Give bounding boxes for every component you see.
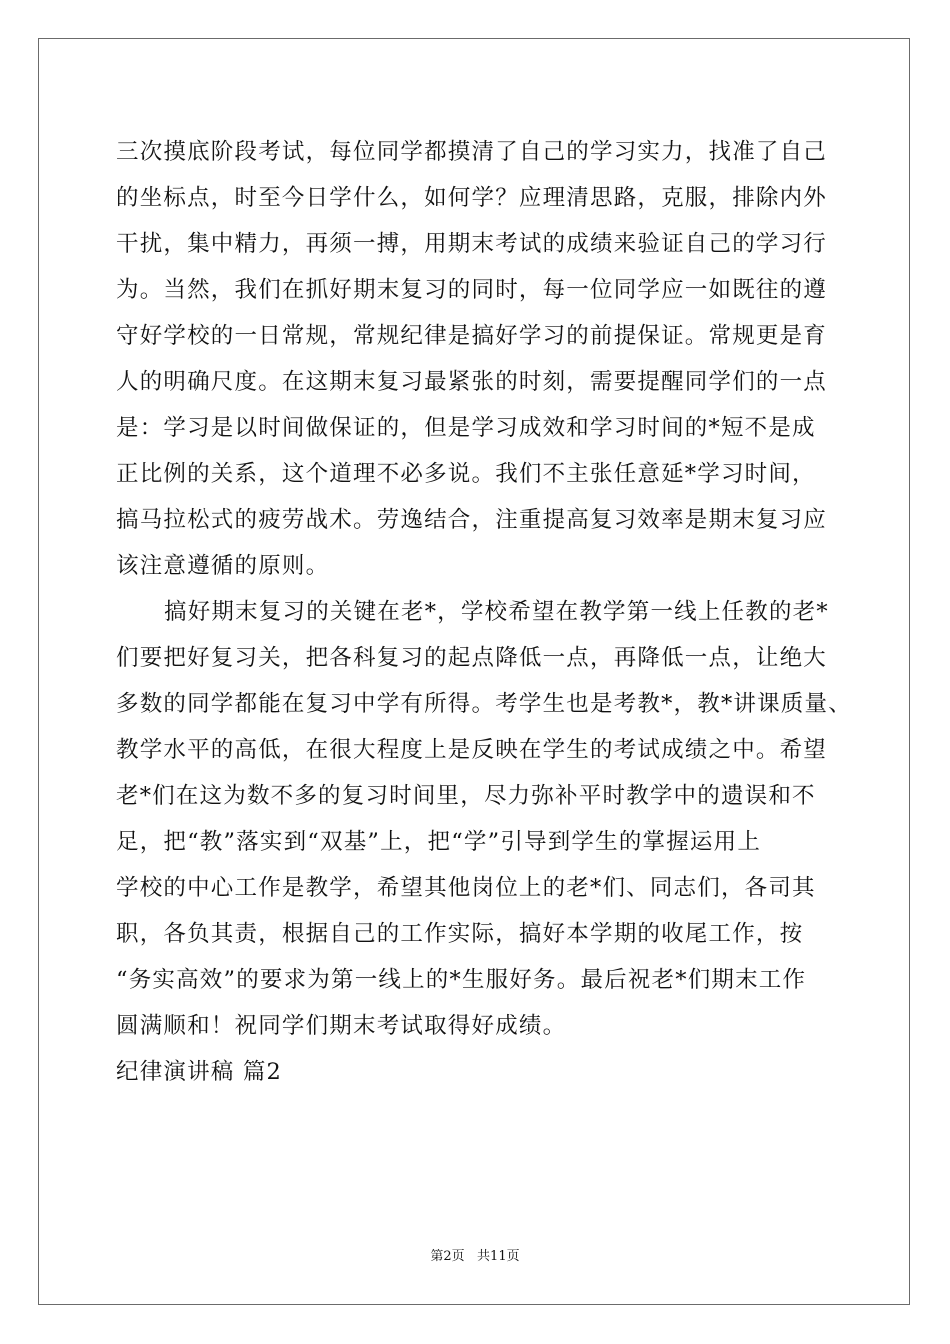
text-line: “务实高效”的要求为第一线上的*生服好务。最后祝老*们期末工作 xyxy=(116,967,807,993)
text-line: 多数的同学都能在复习中学有所得。考学生也是考教*，教*讲课质量、 xyxy=(116,691,852,717)
page-number-footer: 第2页 共11页 xyxy=(430,1249,520,1264)
text-line: 正比例的关系，这个道理不必多说。我们不主张任意延*学习时间， xyxy=(116,461,816,487)
text-line: 守好学校的一日常规，常规纪律是搞好学习的前提保证。常规更是育 xyxy=(116,323,828,349)
section-heading: 纪律演讲稿 篇2 xyxy=(116,1059,283,1085)
text-line: 学校的中心工作是教学，希望其他岗位上的老*们、同志们，各司其 xyxy=(116,875,816,901)
paragraph-first-line: 搞好期末复习的关键在老*，学校希望在教学第一线上任教的老* xyxy=(164,599,829,625)
text-line: 为。当然，我们在抓好期末复习的同时，每一位同学应一如既往的遵 xyxy=(116,277,828,303)
text-line: 足，把“教”落实到“双基”上，把“学”引导到学生的掌握运用上 xyxy=(116,829,762,855)
text-line: 干扰，集中精力，再须一搏，用期末考试的成绩来验证自己的学习行 xyxy=(116,231,828,257)
text-line: 是：学习是以时间做保证的，但是学习成效和学习时间的*短不是成 xyxy=(116,415,816,441)
text-line: 人的明确尺度。在这期末复习最紧张的时刻，需要提醒同学们的一点 xyxy=(116,369,828,395)
text-line: 的坐标点，时至今日学什么，如何学？应理清思路，克服，排除内外 xyxy=(116,185,828,211)
text-line: 三次摸底阶段考试，每位同学都摸清了自己的学习实力，找准了自己 xyxy=(116,139,828,165)
text-line: 老*们在这为数不多的复习时间里，尽力弥补平时教学中的遗误和不 xyxy=(116,783,816,809)
text-line: 该注意遵循的原则。 xyxy=(116,553,330,579)
text-line: 圆满顺和！祝同学们期末考试取得好成绩。 xyxy=(116,1013,567,1039)
document-body xyxy=(116,129,852,1095)
text-line: 搞马拉松式的疲劳战术。劳逸结合，注重提高复习效率是期末复习应 xyxy=(116,507,828,533)
text-line: 们要把好复习关，把各科复习的起点降低一点，再降低一点，让绝大 xyxy=(116,645,828,671)
text-line: 教学水平的高低，在很大程度上是反映在学生的考试成绩之中。希望 xyxy=(116,737,828,763)
text-line: 职，各负其责，根据自己的工作实际，搞好本学期的收尾工作，按 xyxy=(116,921,804,947)
